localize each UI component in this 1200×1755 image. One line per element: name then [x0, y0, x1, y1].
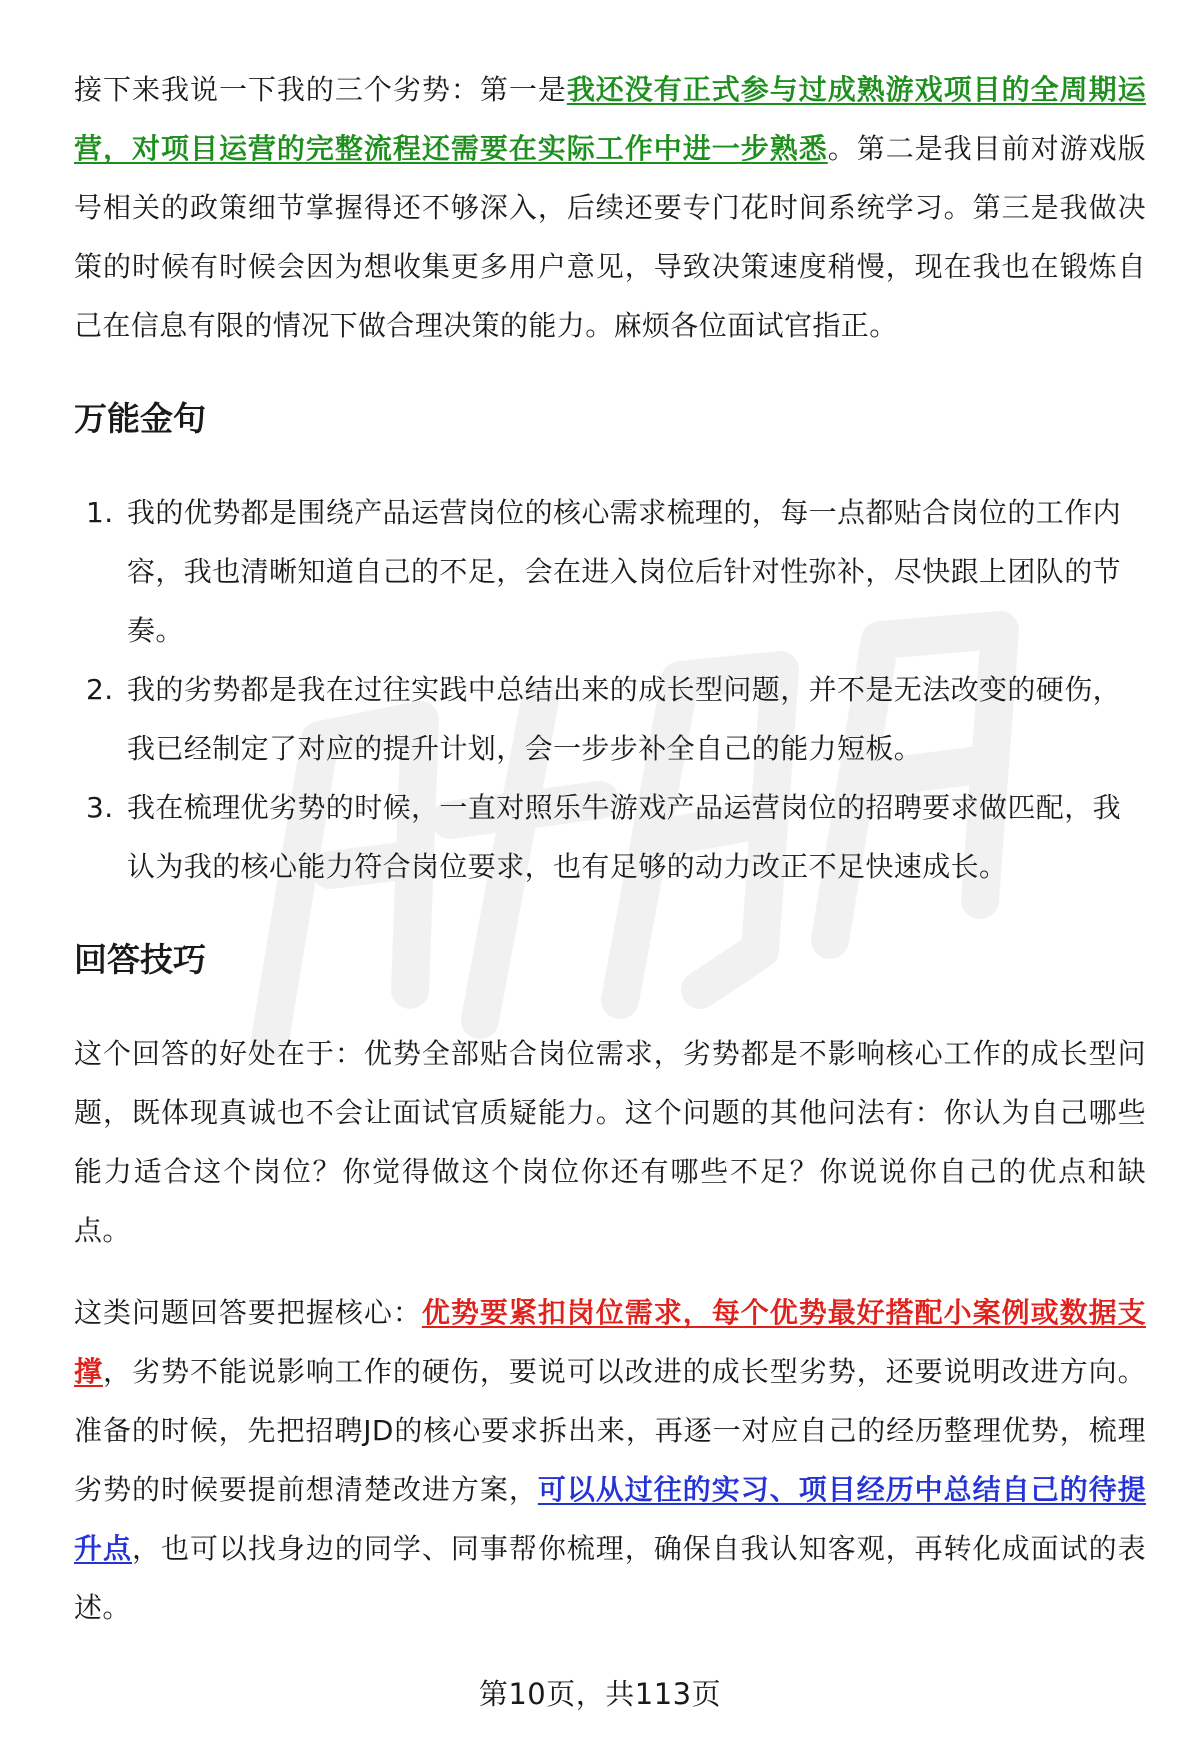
- weakness-intro: 接下来我说一下我的三个劣势：第一是: [74, 73, 567, 106]
- weakness-paragraph: [74, 60, 1146, 355]
- list-item-text: 我的劣势都是我在过往实践中总结出来的成长型问题，并不是无法改变的硬伤，我已经制定了对应的提升计划，会一步步补全自己的能力短板。: [127, 673, 1122, 765]
- golden-sentence-list: [74, 483, 1146, 896]
- list-item: [74, 778, 1146, 896]
- tips-blue-highlight: 可以从过往的实习、项目经历中总结自己的待提升点: [74, 1473, 1147, 1565]
- tips-middle: ，劣势不能说影响工作的硬伤，要说可以改进的成长型劣势，还要说明改进方向。准备的时候，先把招聘JD的核心要求拆出来，再逐一对应自己的经历整理优势，梳理劣势的时候要提前想清楚改进方案，: [74, 1355, 1147, 1506]
- page-number: 第10页，共113页: [478, 1677, 722, 1711]
- list-item-number: 1.: [86, 496, 114, 529]
- list-item: [74, 660, 1146, 778]
- tips-paragraph-1: 这个回答的好处在于：优势全部贴合岗位需求，劣势都是不影响核心工作的成长型问题，既体现真诚也不会让面试官质疑能力。这个问题的其他问法有：你认为自己哪些能力适合这个岗位？你觉得做这个岗位你还有哪些不足？你说说你自己的优点和缺点。: [74, 1037, 1146, 1247]
- weakness-rest: 。第二是我目前对游戏版号相关的政策细节掌握得还不够深入，后续还要专门花时间系统学习。第三是我做决策的时候有时候会因为想收集更多用户意见，导致决策速度稍慢，现在我也在锻炼自己在信息有限的情况下做合理决策的能力。麻烦各位面试官指正。: [74, 132, 1147, 342]
- weakness-highlight: 我还没有正式参与过成熟游戏项目的全周期运营，对项目运营的完整流程还需要在实际工作中进一步熟悉: [74, 73, 1146, 165]
- list-item-number: 2.: [86, 673, 114, 706]
- list-item-number: 3.: [86, 791, 114, 824]
- section-title-answer-tips: 回答技巧: [74, 940, 206, 979]
- section-title-golden-sentences: 万能金句: [74, 399, 206, 438]
- tips-paragraph-2: [74, 1283, 1146, 1637]
- document-page: [74, 60, 1146, 1637]
- tips-end: ，也可以找身边的同学、同事帮你梳理，确保自我认知客观，再转化成面试的表述。: [74, 1532, 1146, 1624]
- tips-red-highlight: 优势要紧扣岗位需求，每个优势最好搭配小案例或数据支撑: [74, 1296, 1146, 1388]
- tips-intro: 这类问题回答要把握核心：: [74, 1296, 422, 1329]
- list-item: [74, 483, 1146, 660]
- list-item-text: 我在梳理优劣势的时候，一直对照乐牛游戏产品运营岗位的招聘要求做匹配，我认为我的核心能力符合岗位要求，也有足够的动力改正不足快速成长。: [127, 791, 1122, 883]
- list-item-text: 我的优势都是围绕产品运营岗位的核心需求梳理的，每一点都贴合岗位的工作内容，我也清晰知道自己的不足，会在进入岗位后针对性弥补，尽快跟上团队的节奏。: [127, 496, 1122, 647]
